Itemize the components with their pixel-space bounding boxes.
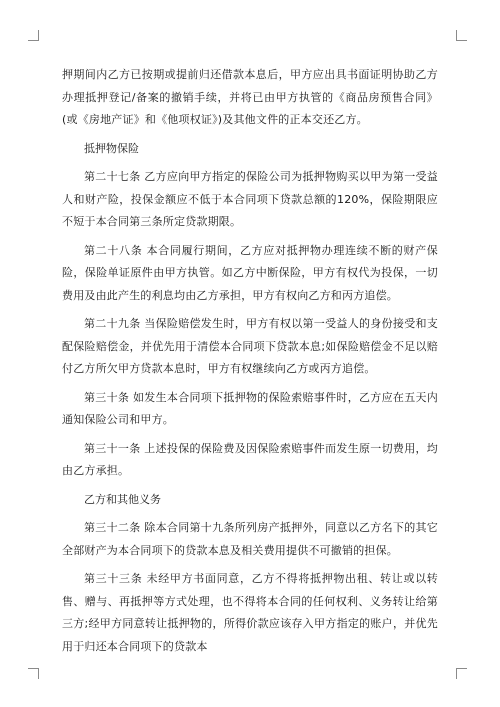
article-33: 第三十三条 未经甲方书面同意，乙方不得将抵押物出租、转让或以转售、赠与、再抵押等方式处理，也不得将本合同的任何权利、义务转让给第三方;经甲方同意转让抵押物的，所得价款应该存入甲方指定的账户，并优先用于归还本合同项下的贷款本 (62, 572, 438, 653)
section-heading-collateral-insurance: 抵押物保险 (84, 141, 139, 155)
article-28: 第二十八条 本合同履行期间，乙方应对抵押物办理连续不断的财产保险，保险单证原件由甲方执管。如乙方中断保险，甲方有权代为投保，一切费用及由此产生的利息均由乙方承担，甲方有权向乙方和丙方追偿。 (62, 243, 438, 302)
article-29: 第二十九条 当保险赔偿发生时，甲方有权以第一受益人的身份接受和支配保险赔偿金，并优先用于清偿本合同项下贷款本息;如保险赔偿金不足以赔付乙方所欠甲方贷款本息时，甲方有权继续向乙方或丙方追偿。 (62, 317, 438, 375)
section-heading-other-obligations: 乙方和其他义务 (84, 492, 161, 506)
crop-mark-bottom-right (456, 668, 467, 679)
crop-mark-top-right (456, 30, 467, 41)
article-31: 第三十一条 上述投保的保险费及因保险索赔事件而发生原一切费用，均由乙方承担。 (62, 441, 438, 477)
paragraph-continuation: 押期间内乙方已按期或提前归还借款本息后，甲方应出具书面证明协助乙方办理抵押登记/备案的撤销手续，并将已由甲方执管的《商品房预售合同》(或《房地产证》和《他项权证》)及其他文件的正本交还乙方。 (62, 68, 438, 126)
document-body (62, 64, 438, 664)
article-27: 第二十七条 乙方应向甲方指定的保险公司为抵押物购买以甲为第一受益人和财产险，投保金额应不低于本合同项下贷款总额的120%，保险期限应不短于本合同第三条所定贷款期限。 (62, 170, 438, 228)
crop-mark-bottom-left (28, 668, 39, 679)
article-32: 第三十二条 除本合同第十九条所列房产抵押外，同意以乙方名下的其它全部财产为本合同项下的贷款本息及相关费用提供不可撤销的担保。 (62, 521, 438, 557)
article-30: 第三十条 如发生本合同项下抵押物的保险索赔事件时，乙方应在五天内通知保险公司和甲方。 (62, 390, 438, 426)
crop-mark-top-left (28, 30, 39, 41)
